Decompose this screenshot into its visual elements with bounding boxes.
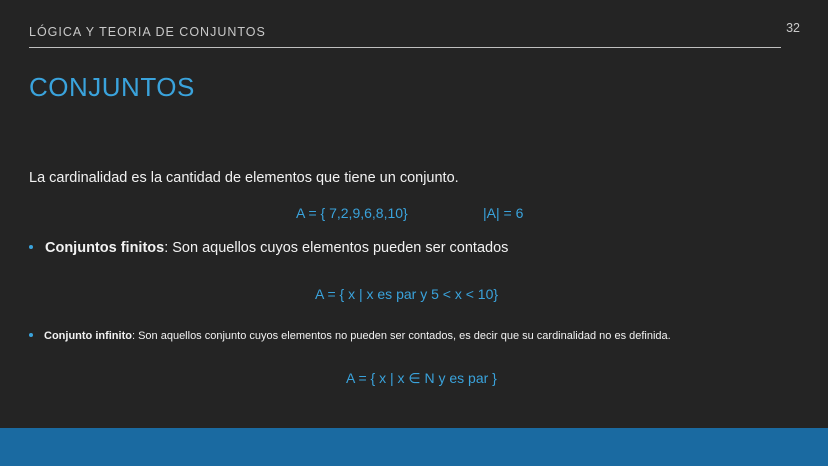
bullet-dot-icon (29, 245, 33, 249)
bullet-term: Conjuntos finitos (45, 240, 165, 256)
bullet-finite-sets (29, 240, 508, 256)
bullet-text: : Son aquellos cuyos elementos pueden ser contados (164, 240, 509, 256)
intro-text: La cardinalidad es la cantidad de elementos que tiene un conjunto. (29, 170, 459, 186)
page-number: 32 (786, 21, 800, 35)
formula-cardinality: |A| = 6 (483, 205, 524, 221)
footer-band (0, 428, 828, 466)
bullet-text: : Son aquellos conjunto cuyos elementos no pueden ser contados, es decir que su cardinalidad no es definida. (131, 330, 671, 342)
bullet-term: Conjunto infinito (44, 330, 132, 342)
formula-infinite-set: A = { x | x ∈ N y es par } (346, 370, 497, 386)
header-divider (29, 47, 781, 48)
slide-title: CONJUNTOS (29, 72, 195, 102)
bullet-infinite-set (29, 330, 671, 342)
formula-set-example: A = { 7,2,9,6,8,10} (296, 205, 408, 221)
bullet-dot-icon (29, 333, 33, 337)
formula-finite-set: A = { x | x es par y 5 < x < 10} (315, 286, 499, 302)
header-title: LÓGICA Y TEORIA DE CONJUNTOS (29, 25, 266, 39)
